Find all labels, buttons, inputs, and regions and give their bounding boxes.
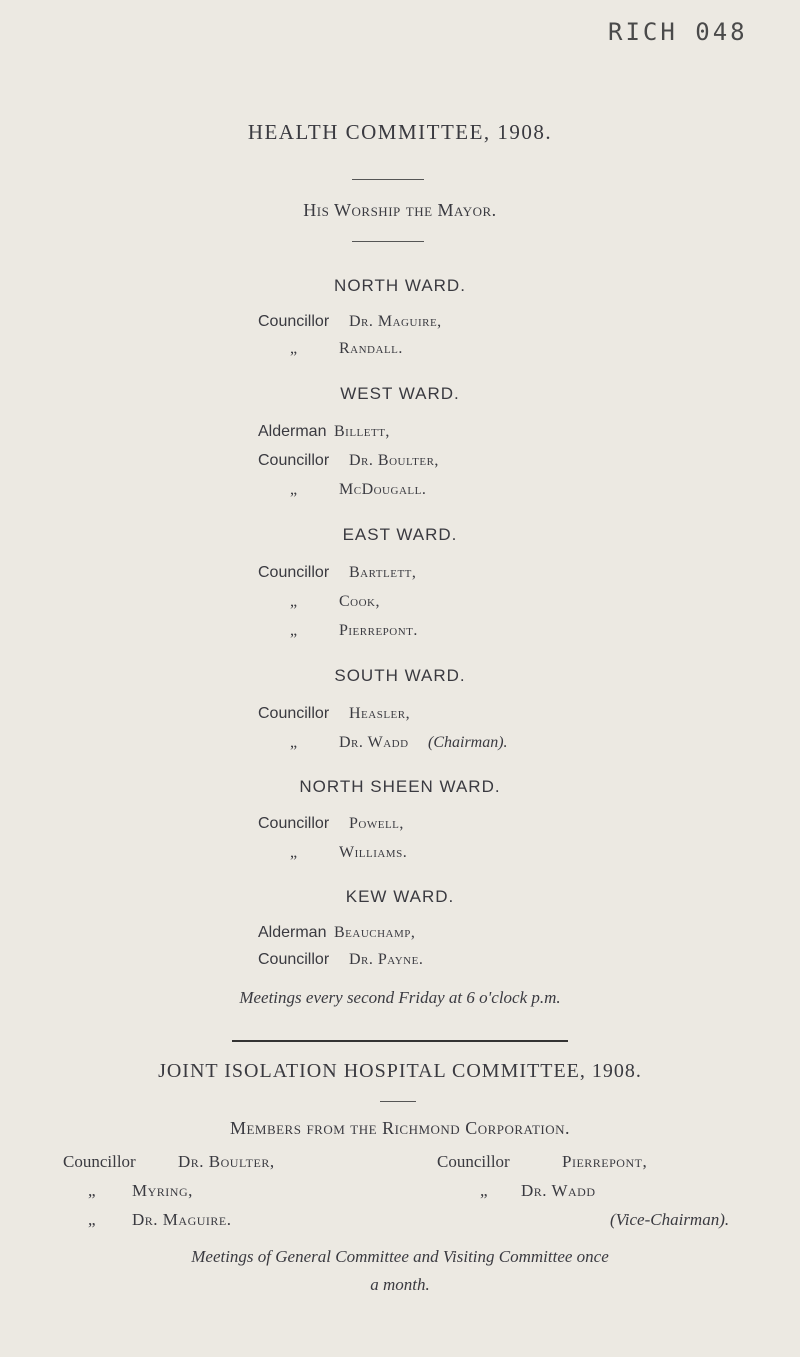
divider xyxy=(380,1101,416,1102)
member-name: Bartlett, xyxy=(349,564,417,581)
member-role: „ xyxy=(88,1181,96,1200)
joint-meetings-note-line1: Meetings of General Committee and Visiting Committee once xyxy=(191,1247,609,1266)
member-name: Myring, xyxy=(132,1181,193,1200)
ward-heading-kew: KEW WARD. xyxy=(345,887,455,906)
divider xyxy=(352,241,424,242)
member-role: Alderman xyxy=(258,924,327,941)
ward-heading-north-sheen: NORTH SHEEN WARD. xyxy=(299,777,501,796)
member-role: Councillor xyxy=(63,1152,136,1171)
member-name: Pierrepont, xyxy=(562,1152,648,1171)
member-role: „ xyxy=(290,340,298,357)
member-name: Dr. Maguire, xyxy=(349,313,442,330)
member-role: „ xyxy=(480,1181,488,1200)
member-name: Heasler, xyxy=(349,705,411,722)
member-role: Councillor xyxy=(258,815,330,832)
chairman-note: (Chairman). xyxy=(428,734,508,751)
member-name: Billett, xyxy=(334,423,390,440)
member-role: „ xyxy=(290,481,298,498)
member-name: Dr. Maguire. xyxy=(132,1210,232,1229)
member-role: „ xyxy=(290,734,298,751)
member-name: Dr. Payne. xyxy=(349,951,424,968)
member-name: Powell, xyxy=(349,815,404,832)
member-role: „ xyxy=(88,1210,96,1229)
member-name: Dr. Boulter, xyxy=(349,452,439,469)
member-role: Councillor xyxy=(258,951,330,968)
member-role: Councillor xyxy=(258,313,330,330)
health-meetings-note: Meetings every second Friday at 6 o'clock p.m. xyxy=(239,988,561,1007)
vice-chairman-note: (Vice-Chairman). xyxy=(610,1210,730,1229)
section-divider xyxy=(232,1040,568,1042)
member-name: Dr. Wadd xyxy=(339,734,409,751)
member-role: Alderman xyxy=(258,423,327,440)
member-role: Councillor xyxy=(258,564,330,581)
member-name: Cook, xyxy=(339,593,381,610)
member-name: Randall. xyxy=(339,340,403,357)
ward-heading-south: SOUTH WARD. xyxy=(334,666,466,685)
divider xyxy=(352,179,424,180)
member-role: Councillor xyxy=(258,452,330,469)
member-name: Dr. Boulter, xyxy=(178,1152,275,1171)
member-role: „ xyxy=(290,844,298,861)
handwritten-reference: RICH 048 xyxy=(608,18,748,46)
member-name: Williams. xyxy=(339,844,408,861)
member-name: Dr. Wadd xyxy=(521,1181,596,1200)
joint-subtitle: Members from the Richmond Corporation. xyxy=(229,1118,571,1138)
member-role: „ xyxy=(290,593,298,610)
member-role: „ xyxy=(290,622,298,639)
member-role: Councillor xyxy=(437,1152,510,1171)
chair-line: His Worship the Mayor. xyxy=(303,200,497,220)
ward-heading-north: NORTH WARD. xyxy=(334,276,466,295)
joint-meetings-note-line2: a month. xyxy=(370,1275,430,1294)
member-role: Councillor xyxy=(258,705,330,722)
ward-heading-east: EAST WARD. xyxy=(342,525,458,544)
joint-committee-title: JOINT ISOLATION HOSPITAL COMMITTEE, 1908. xyxy=(158,1060,642,1082)
member-name: McDougall. xyxy=(339,481,427,498)
member-name: Beauchamp, xyxy=(334,924,416,941)
health-committee-title: HEALTH COMMITTEE, 1908. xyxy=(247,120,553,144)
member-name: Pierrepont. xyxy=(339,622,418,639)
ward-heading-west: WEST WARD. xyxy=(340,384,460,403)
